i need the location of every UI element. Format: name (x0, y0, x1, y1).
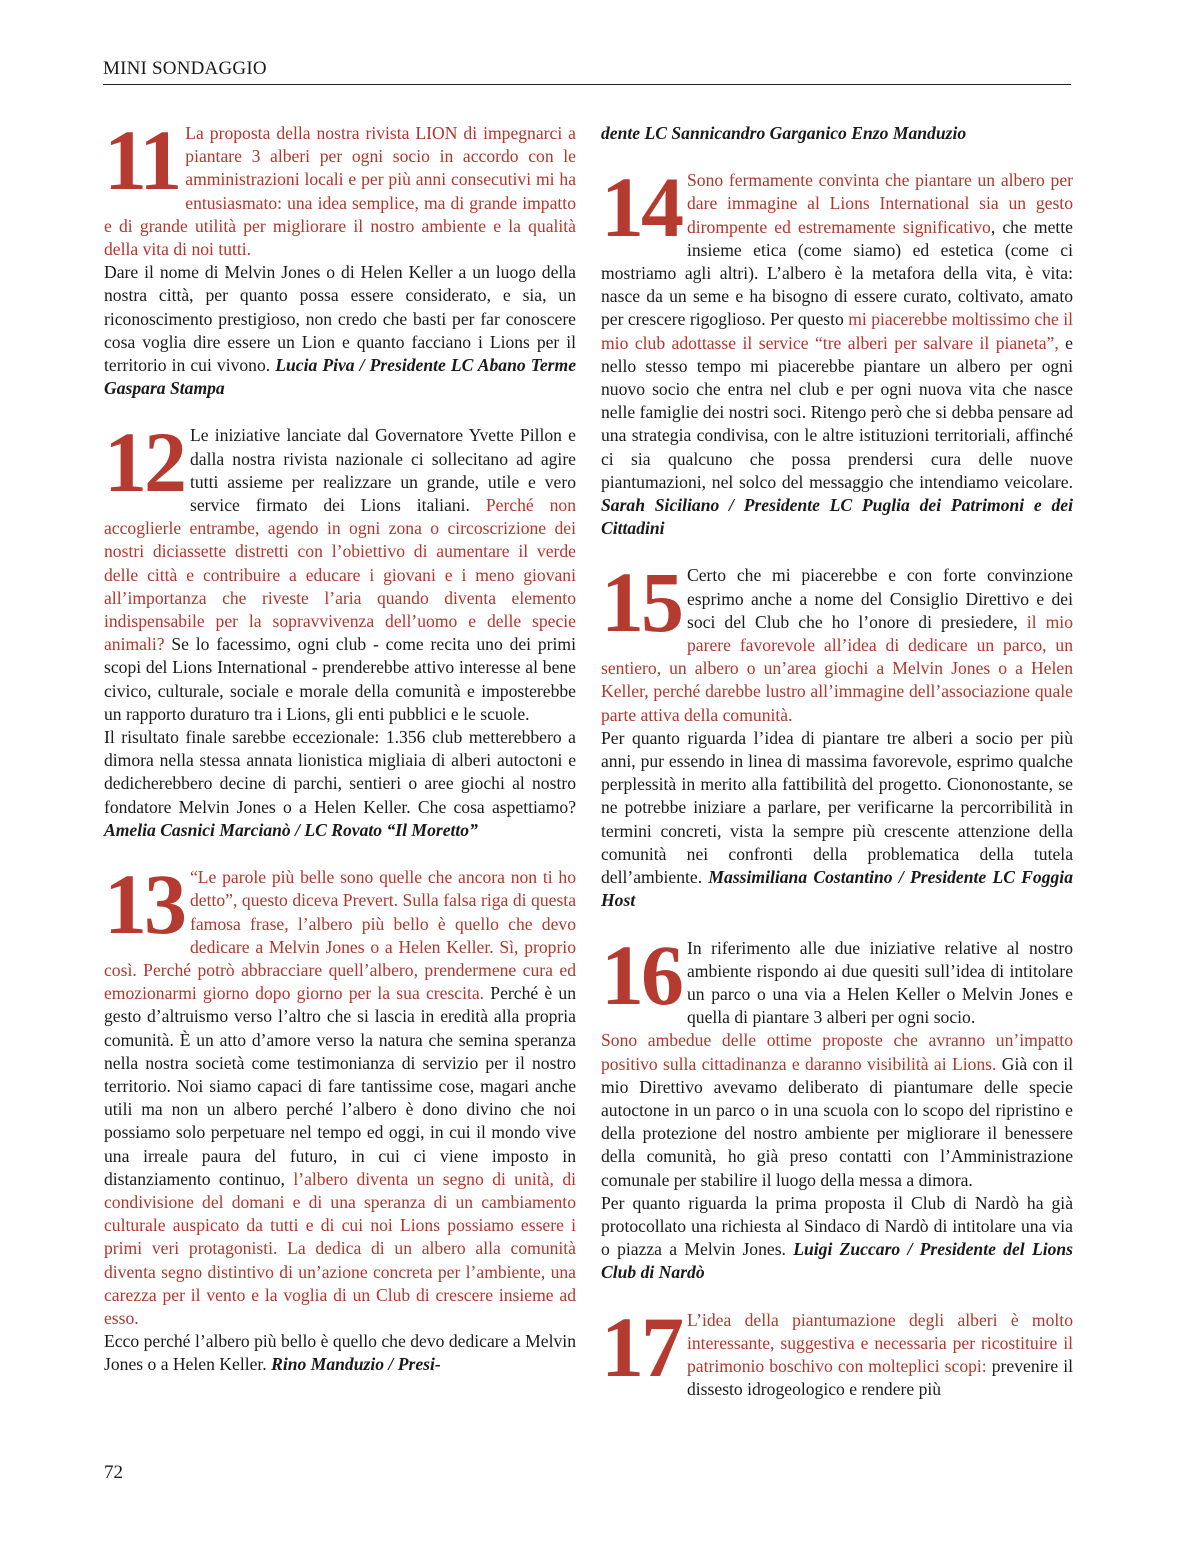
highlighted-text: “Le parole più belle sono quelle che ancora non ti ho detto”, questo diceva Prevert. Sulla falsa riga di questa famosa frase, l’albero più bello è quello che devo dedicare a Melvin Jones o a Helen Keller. Sì, proprio così. Perché potrò abbracciare quell’albero, prendermene cura ed emozionarmi giorno dopo giorno per la sua crescita. (104, 867, 576, 1004)
entry-number: 11 (104, 112, 180, 208)
signature: Rino Manduzio / Presi- (271, 1354, 441, 1375)
body-text: In riferimento alle due iniziative relative al nostro ambiente rispondo ai due quesiti sull’idea di intitolare un parco o una via a Helen Keller o Melvin Jones e quella di piantare 3 alberi per ogni socio. (687, 937, 1073, 1028)
signature: Amelia Casnici Marcianò / LC Rovato “Il Moretto” (104, 819, 478, 840)
signature: Massimiliana Costantino / Presidente LC Foggia Host (601, 867, 1073, 911)
highlighted-text: La proposta della nostra rivista LION di impegnarci a piantare 3 alberi per ogni socio in accordo con le amministrazioni locali e per più anni consecutivi mi ha entusiasmato: una idea semplice, ma di grande impatto e di grande utilità per migliorare il nostro ambiente e la qualità della vita di noi tutti. (104, 123, 576, 260)
highlighted-text: Sono fermamente convinta che piantare un albero per dare immagine al Lions International sia un gesto dirompente ed estremamente significativo (687, 170, 1073, 237)
entry-15 (601, 554, 1073, 912)
highlighted-text: mi piacerebbe moltissimo che il mio club adottasse il service “tre alberi per salvare il pianeta”, (601, 309, 1073, 353)
entry-number: 15 (601, 554, 681, 651)
body-text: prevenire il dissesto idrogeologico e rendere più (687, 1355, 1074, 1400)
highlighted-text: L’idea della piantumazione degli alberi è molto interessante, suggestiva e necessaria per ricostituire il patrimonio boschivo con molteplici scopi: (687, 1309, 1073, 1376)
body-text: Per quanto riguarda la prima proposta il Club di Nardò ha già protocollato una richiesta al Sindaco di Nardò di intitolare una via o piazza a Melvin Jones. (601, 1192, 1073, 1260)
signature-continued: dente LC Sannicandro Garganico Enzo Manduzio (601, 123, 967, 143)
entry-13 (104, 856, 576, 1376)
right-column (601, 122, 1073, 1425)
left-column (104, 112, 577, 1401)
entry-number: 14 (601, 159, 681, 256)
entry-16 (601, 926, 1074, 1285)
entry-number: 17 (601, 1298, 681, 1395)
body-text: Dare il nome di Melvin Jones o di Helen Keller a un luogo della nostra città, per quanto possa essere considerato, e sia, un riconoscimento prestigioso, non credo che basti per far conoscere cosa voglia dire essere un Lion e quanto facciano i Lions per il territorio in cui vivono. (104, 262, 576, 376)
signature: Lucia Piva / Presidente LC Abano Terme Gaspara Stampa (104, 355, 577, 399)
entry-number: 16 (601, 926, 681, 1023)
body-text: Già con il mio Direttivo avevamo deliberato di piantumare delle specie autoctone in un parco o in una scuola con lo scopo del ripristino e della protezione del nostro ambiente per migliorare il benessere della comunità, ho già preso contatti con l’Amministrazione comunale per stabilire il luogo della messa a dimora. (601, 1053, 1073, 1190)
entry-number: 12 (104, 414, 184, 511)
entry-number: 13 (104, 856, 184, 953)
page-number: 72 (104, 1462, 123, 1483)
highlighted-text: il mio parere favorevole all’idea di dedicare un parco, un sentiero, un albero o un’area giochi a Melvin Jones o a Helen Keller, perché darebbe lustro all’immagine dell’associazione quale parte attiva della comunità. (601, 611, 1073, 725)
entry-11 (104, 112, 577, 400)
body-text: Per quanto riguarda l’idea di piantare tre alberi a socio per più anni, pur essendo in linea di massima favorevole, esprimo qualche perplessità in merito alla fattibilità del progetto. Ciononostante, se ne potrebbe iniziare a parlare, per verificarne la percorribilità in termini concreti, vista la sempre più crescente attenzione della comunità nei confronti della problematica della tutela dell’ambiente. (601, 727, 1073, 888)
section-title: MINI SONDAGGIO (103, 58, 267, 79)
body-text: Il risultato finale sarebbe eccezionale: 1.356 club metterebbero a dimora nella stessa annata lionistica migliaia di alberi autoctoni e dedicherebbero decine di parchi, sentieri o aree giochi al nostro fondatore Melvin Jones o a Helen Keller. Che cosa aspettiamo? (104, 727, 576, 817)
body-text: Se lo facessimo, ogni club - come recita uno dei primi scopi del Lions International - prenderebbe attivo interesse al bene civico, culturale, sociale e morale della comunità e imposterebbe un rapporto duraturo tra i Lions, gli enti pubblici e le scuole. (104, 634, 576, 724)
body-text: Perché è un gesto d’altruismo verso l’altro che si lascia in eredità alla propria comunità. È un atto d’amore verso la natura che semina speranza nella nostra società come testimonianza di servizio per il nostro territorio. Noi siamo capaci di fare tantissime cose, magari anche utili ma non un albero perché l’albero è dono divino che noi possiamo solo perpetuare nel tempo ed oggi, in cui il mondo vive una irreale paura del futuro, in cui ci viene imposto in distanziamento continuo, (104, 983, 576, 1189)
highlighted-text: Perché non accoglierle entrambe, agendo in ogni zona o circoscrizione dei nostri diciassette distretti con l’obiettivo di aumentare il verde delle città e contribuire a educare i giovani e i meno giovani all’importanza che riveste l’aria quando diventa elemento indispensabile per la sopravvivenza dell’uomo e delle specie animali? (104, 495, 576, 655)
body-text: e nello stesso tempo mi piacerebbe piantare un albero per ogni nuovo socio che entra nel club e per ogni nuova vita che nasce nelle famiglie dei nostri soci. Ritengo però che si debba pensare ad una strategia condivisa, con le altre istituzioni territoriali, affinché ci sia qualcuno che possa prendersi cura delle nuove piantumazioni, nel solco del messaggio che intendiamo veicolare. (601, 332, 1073, 492)
entry-17 (601, 1298, 1074, 1402)
signature: Luigi Zuccaro / Presidente del Lions Club di Nardò (601, 1239, 1074, 1283)
body-text: Le iniziative lanciate dal Governatore Yvette Pillon e dalla nostra rivista nazionale ci sollecitano ad agire tutti assieme per realizzare un grande, utile e vero service firmato dei Lions italiani. (190, 425, 576, 516)
body-text: , che mette insieme etica (come siamo) ed estetica (come ci mostriamo agli altri). L’albero è la metafora della vita, è vita: nasce da un seme e ha bisogno di essere curato, coltivato, amato per crescere rigoglioso. Per questo (601, 216, 1073, 330)
entry-14 (601, 159, 1073, 540)
page-header (103, 56, 1071, 85)
entry-12 (104, 414, 576, 842)
body-text: Ecco perché l’albero più bello è quello che devo dedicare a Melvin Jones o a Helen Keller. (104, 1331, 576, 1375)
body-text: Certo che mi piacerebbe e con forte convinzione esprimo anche a nome del Consiglio Direttivo e dei soci del Club che ho l’onore di presiedere, (687, 565, 1073, 632)
highlighted-text: l’albero diventa un segno di unità, di condivisione del domani e di una speranza di un cambiamento culturale auspicato da tutti e di cui noi Lions possiamo essere i primi veri protagonisti. La dedica di un albero alla comunità diventa segno distintivo di un’azione concreta per l’ambiente, una carezza per il vento e la voglia di un Club di crescere insieme ad esso. (104, 1168, 576, 1328)
highlighted-text: Sono ambedue delle ottime proposte che avranno un’impatto positivo sulla cittadinanza e daranno visibilità ai Lions. (601, 1030, 1073, 1074)
signature: Sarah Siciliano / Presidente LC Puglia dei Patrimoni e dei Cittadini (601, 495, 1073, 539)
